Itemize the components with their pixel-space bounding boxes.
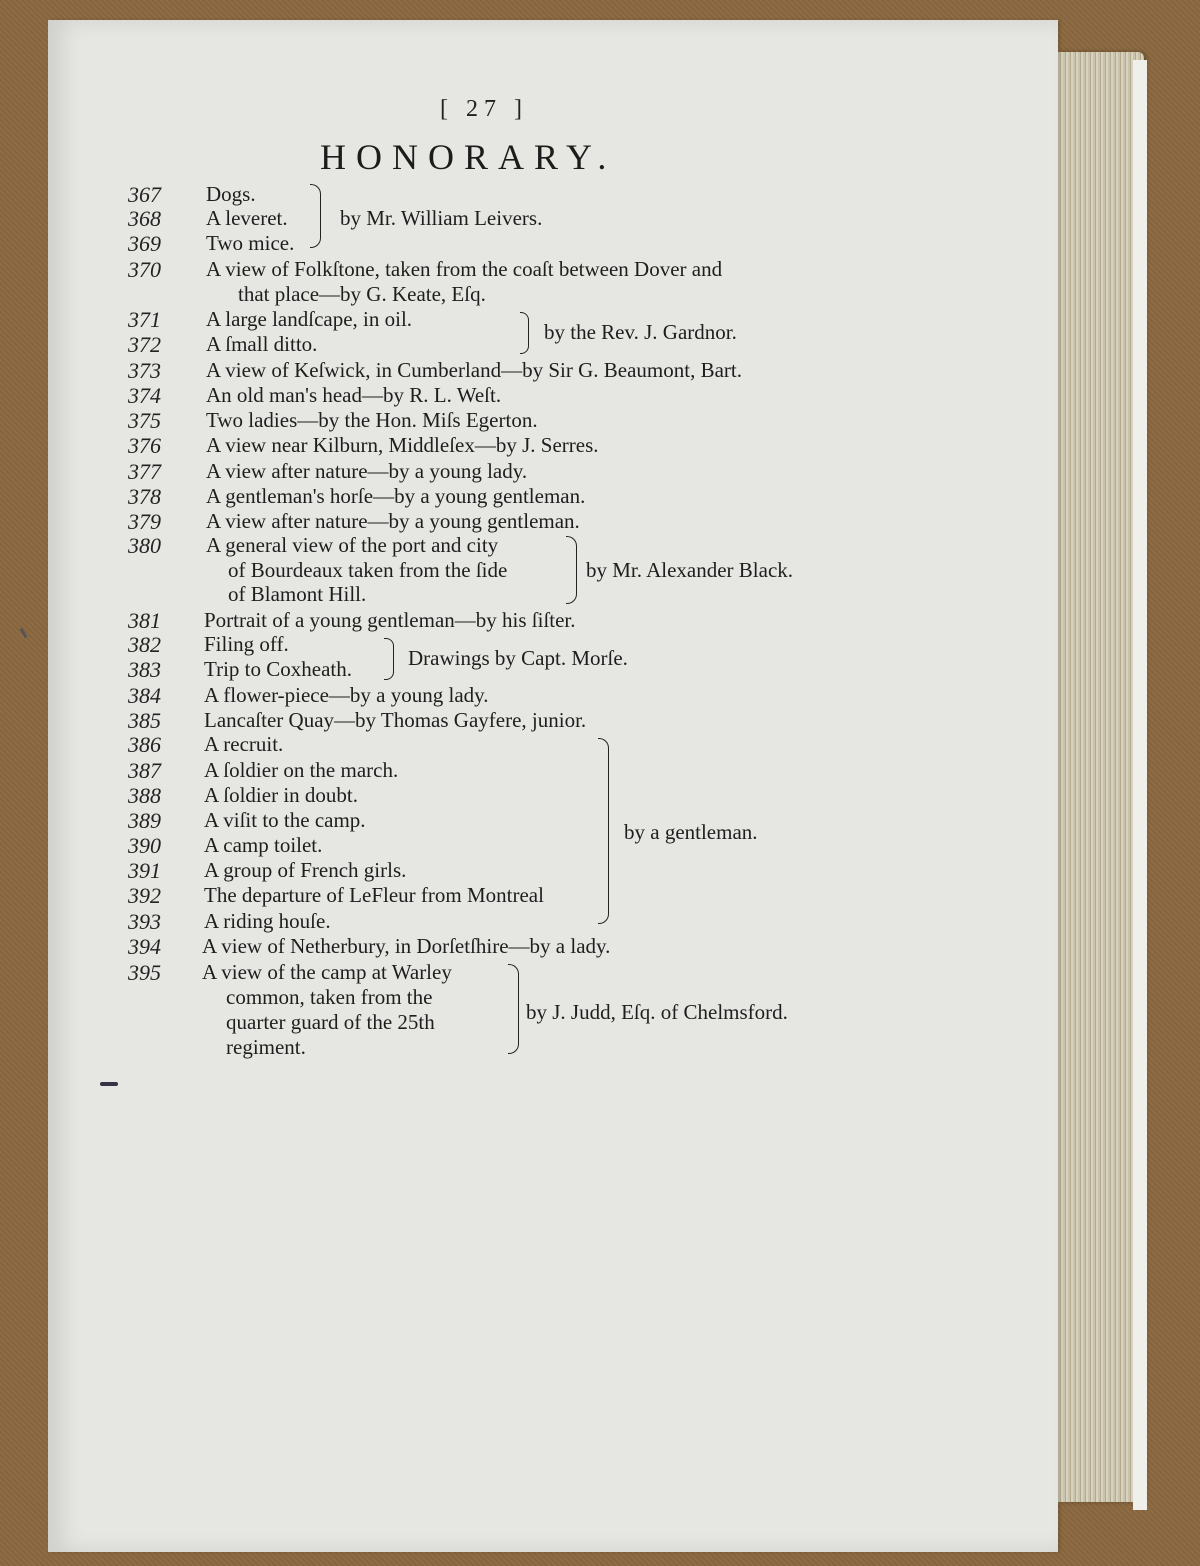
entry-title: A view of Folkſtone, taken from the coaſt between Dover and	[206, 257, 723, 281]
entry-title: A view of Netherbury, in Dorſetſhire—by a lady.	[202, 934, 611, 958]
entry-number: 395	[128, 960, 161, 985]
entry-title: A viſit to the camp.	[204, 808, 366, 832]
entry-attribution: by Mr. Alexander Black.	[586, 558, 794, 582]
entry-number: 368	[128, 206, 161, 231]
entry-title: that place—by G. Keate, Eſq.	[238, 282, 486, 306]
brace	[598, 738, 609, 924]
entry-number: 373	[128, 358, 161, 383]
entry-title: A gentleman's horſe—by a young gentleman.	[206, 484, 586, 508]
entry-number: 377	[128, 459, 161, 484]
entry-title: of Blamont Hill.	[228, 582, 367, 606]
entry-title: A recruit.	[204, 732, 284, 756]
entry-title: An old man's head—by R. L. Weſt.	[206, 383, 502, 407]
entry-number: 389	[128, 808, 161, 833]
entry-title: quarter guard of the 25th	[226, 1010, 435, 1034]
entry-title: A camp toilet.	[204, 833, 323, 857]
entry-title: A ſoldier in doubt.	[204, 783, 358, 807]
entry-number: 383	[128, 657, 161, 682]
entry-title: common, taken from the	[226, 985, 433, 1009]
entry-number: 371	[128, 307, 161, 332]
entry-number: 386	[128, 732, 161, 757]
entry-number: 379	[128, 509, 161, 534]
entry-title: A group of French girls.	[204, 858, 407, 882]
brace	[520, 312, 529, 354]
entry-number: 375	[128, 408, 161, 433]
entry-number: 380	[128, 533, 161, 558]
entry-attribution: by the Rev. J. Gardnor.	[544, 320, 737, 344]
entry-attribution: by a gentleman.	[624, 820, 758, 844]
entry-title: Lancaſter Quay—by Thomas Gayfere, junior.	[204, 708, 587, 732]
entry-title: A view of Keſwick, in Cumberland—by Sir G. Beaumont, Bart.	[206, 358, 743, 382]
entry-number: 369	[128, 231, 161, 256]
brace	[384, 638, 394, 680]
entry-title: Two mice.	[206, 231, 295, 255]
entry-title: Filing off.	[204, 632, 289, 656]
entry-title: A view near Kilburn, Middleſex—by J. Serres.	[206, 433, 599, 457]
entry-number: 378	[128, 484, 161, 509]
entry-title: Trip to Coxheath.	[204, 657, 352, 681]
entry-number: 388	[128, 783, 161, 808]
entry-title: A flower-piece—by a young lady.	[204, 683, 489, 707]
book-page	[48, 20, 1058, 1552]
entry-number: 393	[128, 909, 161, 934]
entry-title: A general view of the port and city	[206, 533, 499, 557]
entry-number: 392	[128, 883, 161, 908]
entry-number: 394	[128, 934, 161, 959]
entry-number: 387	[128, 758, 161, 783]
page-number: [ 27 ]	[440, 96, 528, 122]
entry-number: 372	[128, 332, 161, 357]
entry-title: Two ladies—by the Hon. Miſs Egerton.	[206, 408, 538, 432]
entry-title: A large landſcape, in oil.	[206, 307, 413, 331]
entry-number: 391	[128, 858, 161, 883]
entry-title: A view of the camp at Warley	[202, 960, 452, 984]
entry-number: 376	[128, 433, 161, 458]
entry-title: A view after nature—by a young lady.	[206, 459, 528, 483]
entry-number: 367	[128, 182, 161, 207]
entry-number: 390	[128, 833, 161, 858]
entry-title: Dogs.	[206, 182, 256, 206]
entry-number: 382	[128, 632, 161, 657]
entry-title: The departure of LeFleur from Montreal	[204, 883, 544, 907]
entry-title: A leveret.	[206, 206, 288, 230]
entry-title: A ſoldier on the march.	[204, 758, 399, 782]
entry-number: 381	[128, 608, 161, 633]
entry-title: regiment.	[226, 1035, 306, 1059]
entry-title: of Bourdeaux taken from the ſide	[228, 558, 508, 582]
entry-attribution: by Mr. William Leivers.	[340, 206, 543, 230]
brace	[310, 184, 321, 248]
entry-attribution: Drawings by Capt. Morſe.	[408, 646, 628, 670]
brace	[508, 964, 519, 1054]
entry-title: A ſmall ditto.	[206, 332, 318, 356]
entry-number: 370	[128, 257, 161, 282]
entry-title: A riding houſe.	[204, 909, 331, 933]
entry-attribution: by J. Judd, Eſq. of Chelmsford.	[526, 1000, 788, 1024]
entry-number: 374	[128, 383, 161, 408]
entry-number: 384	[128, 683, 161, 708]
ink-mark	[100, 1082, 118, 1086]
entry-number: 385	[128, 708, 161, 733]
page-title: HONORARY.	[320, 137, 617, 177]
page-edge-strip	[1133, 60, 1147, 1510]
page-edges	[1058, 52, 1144, 1502]
entry-title: A view after nature—by a young gentleman.	[206, 509, 580, 533]
entry-title: Portrait of a young gentleman—by his ſiſter.	[204, 608, 576, 632]
brace	[566, 536, 577, 604]
